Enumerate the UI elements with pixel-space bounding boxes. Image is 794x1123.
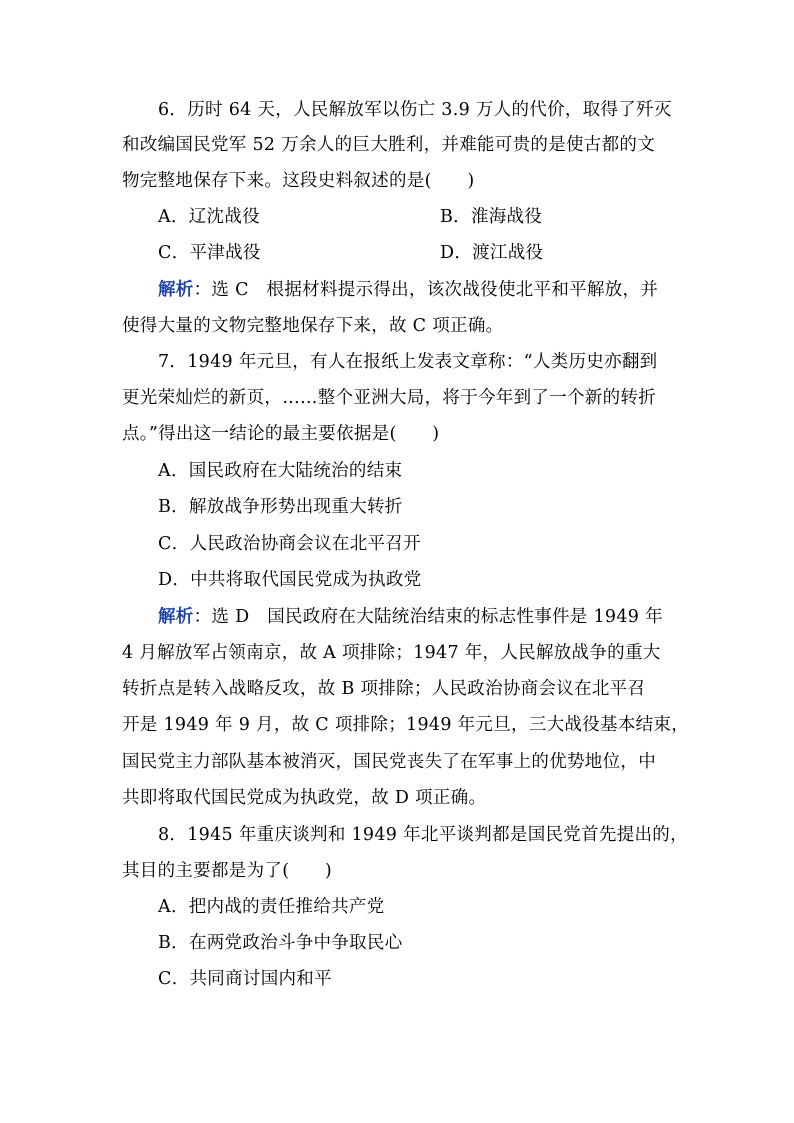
q7-option-a: A．国民政府在大陆统治的结束 xyxy=(158,461,403,481)
q6-option-a: A．辽沈战役 xyxy=(158,207,260,227)
q6-option-d: D．渡江战役 xyxy=(440,243,544,263)
q6-analysis-line-2: 使得大量的文物完整地保存下来，故 C 项正确。 xyxy=(122,316,504,336)
q7-option-b: B．解放战争形势出现重大转折 xyxy=(158,497,403,517)
q6-option-b: B．淮海战役 xyxy=(440,207,543,227)
q6-option-c: C．平津战役 xyxy=(158,243,261,263)
q7-analysis-line-6: 共即将取代国民党成为执政党，故 D 项正确。 xyxy=(122,788,487,808)
q6-stem-line-3: 物完整地保存下来。这段史料叙述的是( ) xyxy=(122,171,475,191)
q6-stem-line-2: 和改编国民党军 52 万余人的巨大胜利，并难能可贵的是使古都的文 xyxy=(122,135,655,155)
q7-analysis-line-3: 转折点是转入战略反攻，故 B 项排除；人民政治协商会议在北平召 xyxy=(122,679,646,699)
q7-option-d: D．中共将取代国民党成为执政党 xyxy=(158,570,422,590)
q7-analysis-line-2: 4 月解放军占领南京，故 A 项排除；1947 年，人民解放战争的重大 xyxy=(122,643,661,663)
q7-analysis-line-5: 国民党主力部队基本被消灭，国民党丧失了在军事上的优势地位，中 xyxy=(122,752,656,772)
q7-analysis-line-1 xyxy=(158,605,663,629)
q6-analysis-label: 解析 xyxy=(158,280,194,300)
q6-stem-line-1: 6．历时 64 天，人民解放军以伤亡 3.9 万人的代价，取得了歼灭 xyxy=(158,100,672,120)
q7-stem-line-3: 点。”得出这一结论的最主要依据是( ) xyxy=(122,424,440,444)
q7-analysis-text-1: ：选 D 国民政府在大陆统治结束的标志性事件是 1949 年 xyxy=(193,607,663,627)
q8-stem-line-2: 其目的主要都是为了( ) xyxy=(122,861,333,881)
q6-analysis-text-1: ：选 C 根据材料提示得出，该次战役使北平和平解放，并 xyxy=(193,280,659,300)
q8-stem-line-1: 8．1945 年重庆谈判和 1949 年北平谈判都是国民党首先提出的， xyxy=(158,825,688,845)
q7-analysis-line-4: 开是 1949 年 9 月，故 C 项排除；1949 年元旦，三大战役基本结束， xyxy=(122,715,690,735)
q7-option-c: C．人民政治协商会议在北平召开 xyxy=(158,534,421,554)
q8-option-a: A．把内战的责任推给共产党 xyxy=(158,897,385,917)
q7-stem-line-1: 7．1949 年元旦，有人在报纸上发表文章称：“人类历史亦翻到 xyxy=(158,352,658,372)
q8-option-c: C．共同商讨国内和平 xyxy=(158,969,332,989)
q6-analysis-line-1 xyxy=(158,278,658,302)
q7-analysis-label: 解析 xyxy=(158,607,194,627)
q7-stem-line-2: 更光荣灿烂的新页，……整个亚洲大局，将于今年到了一个新的转折 xyxy=(122,388,656,408)
q8-option-b: B．在两党政治斗争中争取民心 xyxy=(158,933,403,953)
